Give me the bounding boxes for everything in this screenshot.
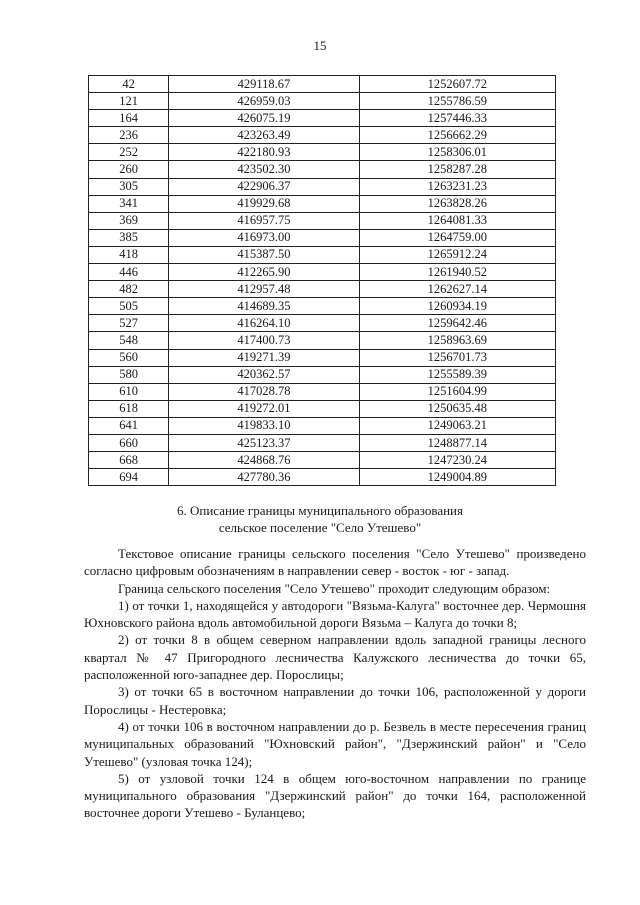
table-row [89,452,556,469]
table-row [89,400,556,417]
paragraph-item-3: 3) от точки 65 в восточном направлении до точки 106, расположенной у дороги Порослицы - Нестеровка; [84,684,586,717]
table-row [89,264,556,281]
point-number-cell: 641 [89,417,169,434]
x-coordinate-cell: 417400.73 [169,332,359,349]
y-coordinate-cell: 1263828.26 [359,195,555,212]
point-number-cell: 341 [89,195,169,212]
section-title-line-2: сельское поселение "Село Утешево" [218,520,422,535]
x-coordinate-cell: 422906.37 [169,178,359,195]
point-number-cell: 121 [89,93,169,110]
point-number-cell: 482 [89,281,169,298]
coordinates-table-body [89,76,556,486]
paragraph-item-5: 5) от узловой точки 124 в общем юго-восточном направлении по границе муниципального образования "Дзержинский район" до точки 164, расположенной восточнее дороги Утешево - Буланцево; [84,770,586,821]
y-coordinate-cell: 1252607.72 [359,76,555,93]
y-coordinate-cell: 1263231.23 [359,178,555,195]
point-number-cell: 260 [89,161,169,178]
point-number-cell: 694 [89,469,169,486]
y-coordinate-cell: 1258306.01 [359,144,555,161]
table-row [89,195,556,212]
x-coordinate-cell: 425123.37 [169,434,359,451]
point-number-cell: 548 [89,332,169,349]
y-coordinate-cell: 1265912.24 [359,246,555,263]
point-number-cell: 527 [89,315,169,332]
point-number-cell: 580 [89,366,169,383]
section-title [0,502,640,536]
y-coordinate-cell: 1258963.69 [359,332,555,349]
y-coordinate-cell: 1257446.33 [359,110,555,127]
y-coordinate-cell: 1262627.14 [359,281,555,298]
point-number-cell: 618 [89,400,169,417]
table-row [89,127,556,144]
table-row [89,417,556,434]
x-coordinate-cell: 416957.75 [169,212,359,229]
table-row [89,281,556,298]
point-number-cell: 668 [89,452,169,469]
point-number-cell: 505 [89,298,169,315]
table-row [89,76,556,93]
y-coordinate-cell: 1260934.19 [359,298,555,315]
table-row [89,246,556,263]
section-body [84,545,586,822]
y-coordinate-cell: 1255589.39 [359,366,555,383]
table-row [89,349,556,366]
y-coordinate-cell: 1256701.73 [359,349,555,366]
point-number-cell: 252 [89,144,169,161]
x-coordinate-cell: 419929.68 [169,195,359,212]
y-coordinate-cell: 1264759.00 [359,229,555,246]
point-number-cell: 369 [89,212,169,229]
table-row [89,298,556,315]
paragraph-item-4: 4) от точки 106 в восточном направлении до р. Безвель в месте пересечения границ муниципальных образований "Юхновский район", "Дзержинский район" и "Село Утешево" (узловая точка 124); [84,718,586,769]
table-row [89,161,556,178]
point-number-cell: 560 [89,349,169,366]
point-number-cell: 305 [89,178,169,195]
y-coordinate-cell: 1259642.46 [359,315,555,332]
paragraph-item-1: 1) от точки 1, находящейся у автодороги "Вязьма-Калуга" восточнее дер. Чермошня Юхновского района вдоль автомобильной дороги Вязьма – Калуга до точки 8; [84,597,586,631]
x-coordinate-cell: 419833.10 [169,417,359,434]
point-number-cell: 418 [89,246,169,263]
x-coordinate-cell: 426959.03 [169,93,359,110]
table-row [89,110,556,127]
table-row [89,212,556,229]
y-coordinate-cell: 1258287.28 [359,161,555,178]
x-coordinate-cell: 419272.01 [169,400,359,417]
point-number-cell: 385 [89,229,169,246]
y-coordinate-cell: 1255786.59 [359,93,555,110]
x-coordinate-cell: 412265.90 [169,264,359,281]
y-coordinate-cell: 1251604.99 [359,383,555,400]
y-coordinate-cell: 1256662.29 [359,127,555,144]
table-row [89,434,556,451]
point-number-cell: 236 [89,127,169,144]
x-coordinate-cell: 426075.19 [169,110,359,127]
point-number-cell: 660 [89,434,169,451]
x-coordinate-cell: 412957.48 [169,281,359,298]
y-coordinate-cell: 1250635.48 [359,400,555,417]
table-row [89,469,556,486]
x-coordinate-cell: 419271.39 [169,349,359,366]
y-coordinate-cell: 1249004.89 [359,469,555,486]
table-row [89,144,556,161]
x-coordinate-cell: 414689.35 [169,298,359,315]
x-coordinate-cell: 423263.49 [169,127,359,144]
y-coordinate-cell: 1264081.33 [359,212,555,229]
point-number-cell: 42 [89,76,169,93]
paragraph-route-heading: Граница сельского поселения "Село Утешево" проходит следующим образом: [118,580,551,596]
x-coordinate-cell: 427780.36 [169,469,359,486]
point-number-cell: 164 [89,110,169,127]
y-coordinate-cell: 1247230.24 [359,452,555,469]
x-coordinate-cell: 429118.67 [169,76,359,93]
x-coordinate-cell: 423502.30 [169,161,359,178]
x-coordinate-cell: 417028.78 [169,383,359,400]
y-coordinate-cell: 1261940.52 [359,264,555,281]
y-coordinate-cell: 1248877.14 [359,434,555,451]
table-row [89,383,556,400]
y-coordinate-cell: 1249063.21 [359,417,555,434]
x-coordinate-cell: 416973.00 [169,229,359,246]
point-number-cell: 610 [89,383,169,400]
x-coordinate-cell: 416264.10 [169,315,359,332]
x-coordinate-cell: 420362.57 [169,366,359,383]
x-coordinate-cell: 422180.93 [169,144,359,161]
coordinates-table [88,75,556,486]
table-row [89,366,556,383]
table-row [89,229,556,246]
paragraph-item-2: 2) от точки 8 в общем северном направлении вдоль западной границы лесного квартал № 47 Пригородного лесничества Калужского лесничества до точки 65, расположенной юго-западнее дер. Порослицы; [84,632,586,683]
table-row [89,332,556,349]
page-number: 15 [313,38,327,53]
x-coordinate-cell: 424868.76 [169,452,359,469]
point-number-cell: 446 [89,264,169,281]
paragraph-intro: Текстовое описание границы сельского поселения "Село Утешево" произведено согласно цифровым обозначениям в направлении север - восток - юг - запад. [84,546,586,579]
table-row [89,315,556,332]
section-title-line-1: 6. Описание границы муниципального образования [177,503,463,518]
x-coordinate-cell: 415387.50 [169,246,359,263]
table-row [89,178,556,195]
table-row [89,93,556,110]
